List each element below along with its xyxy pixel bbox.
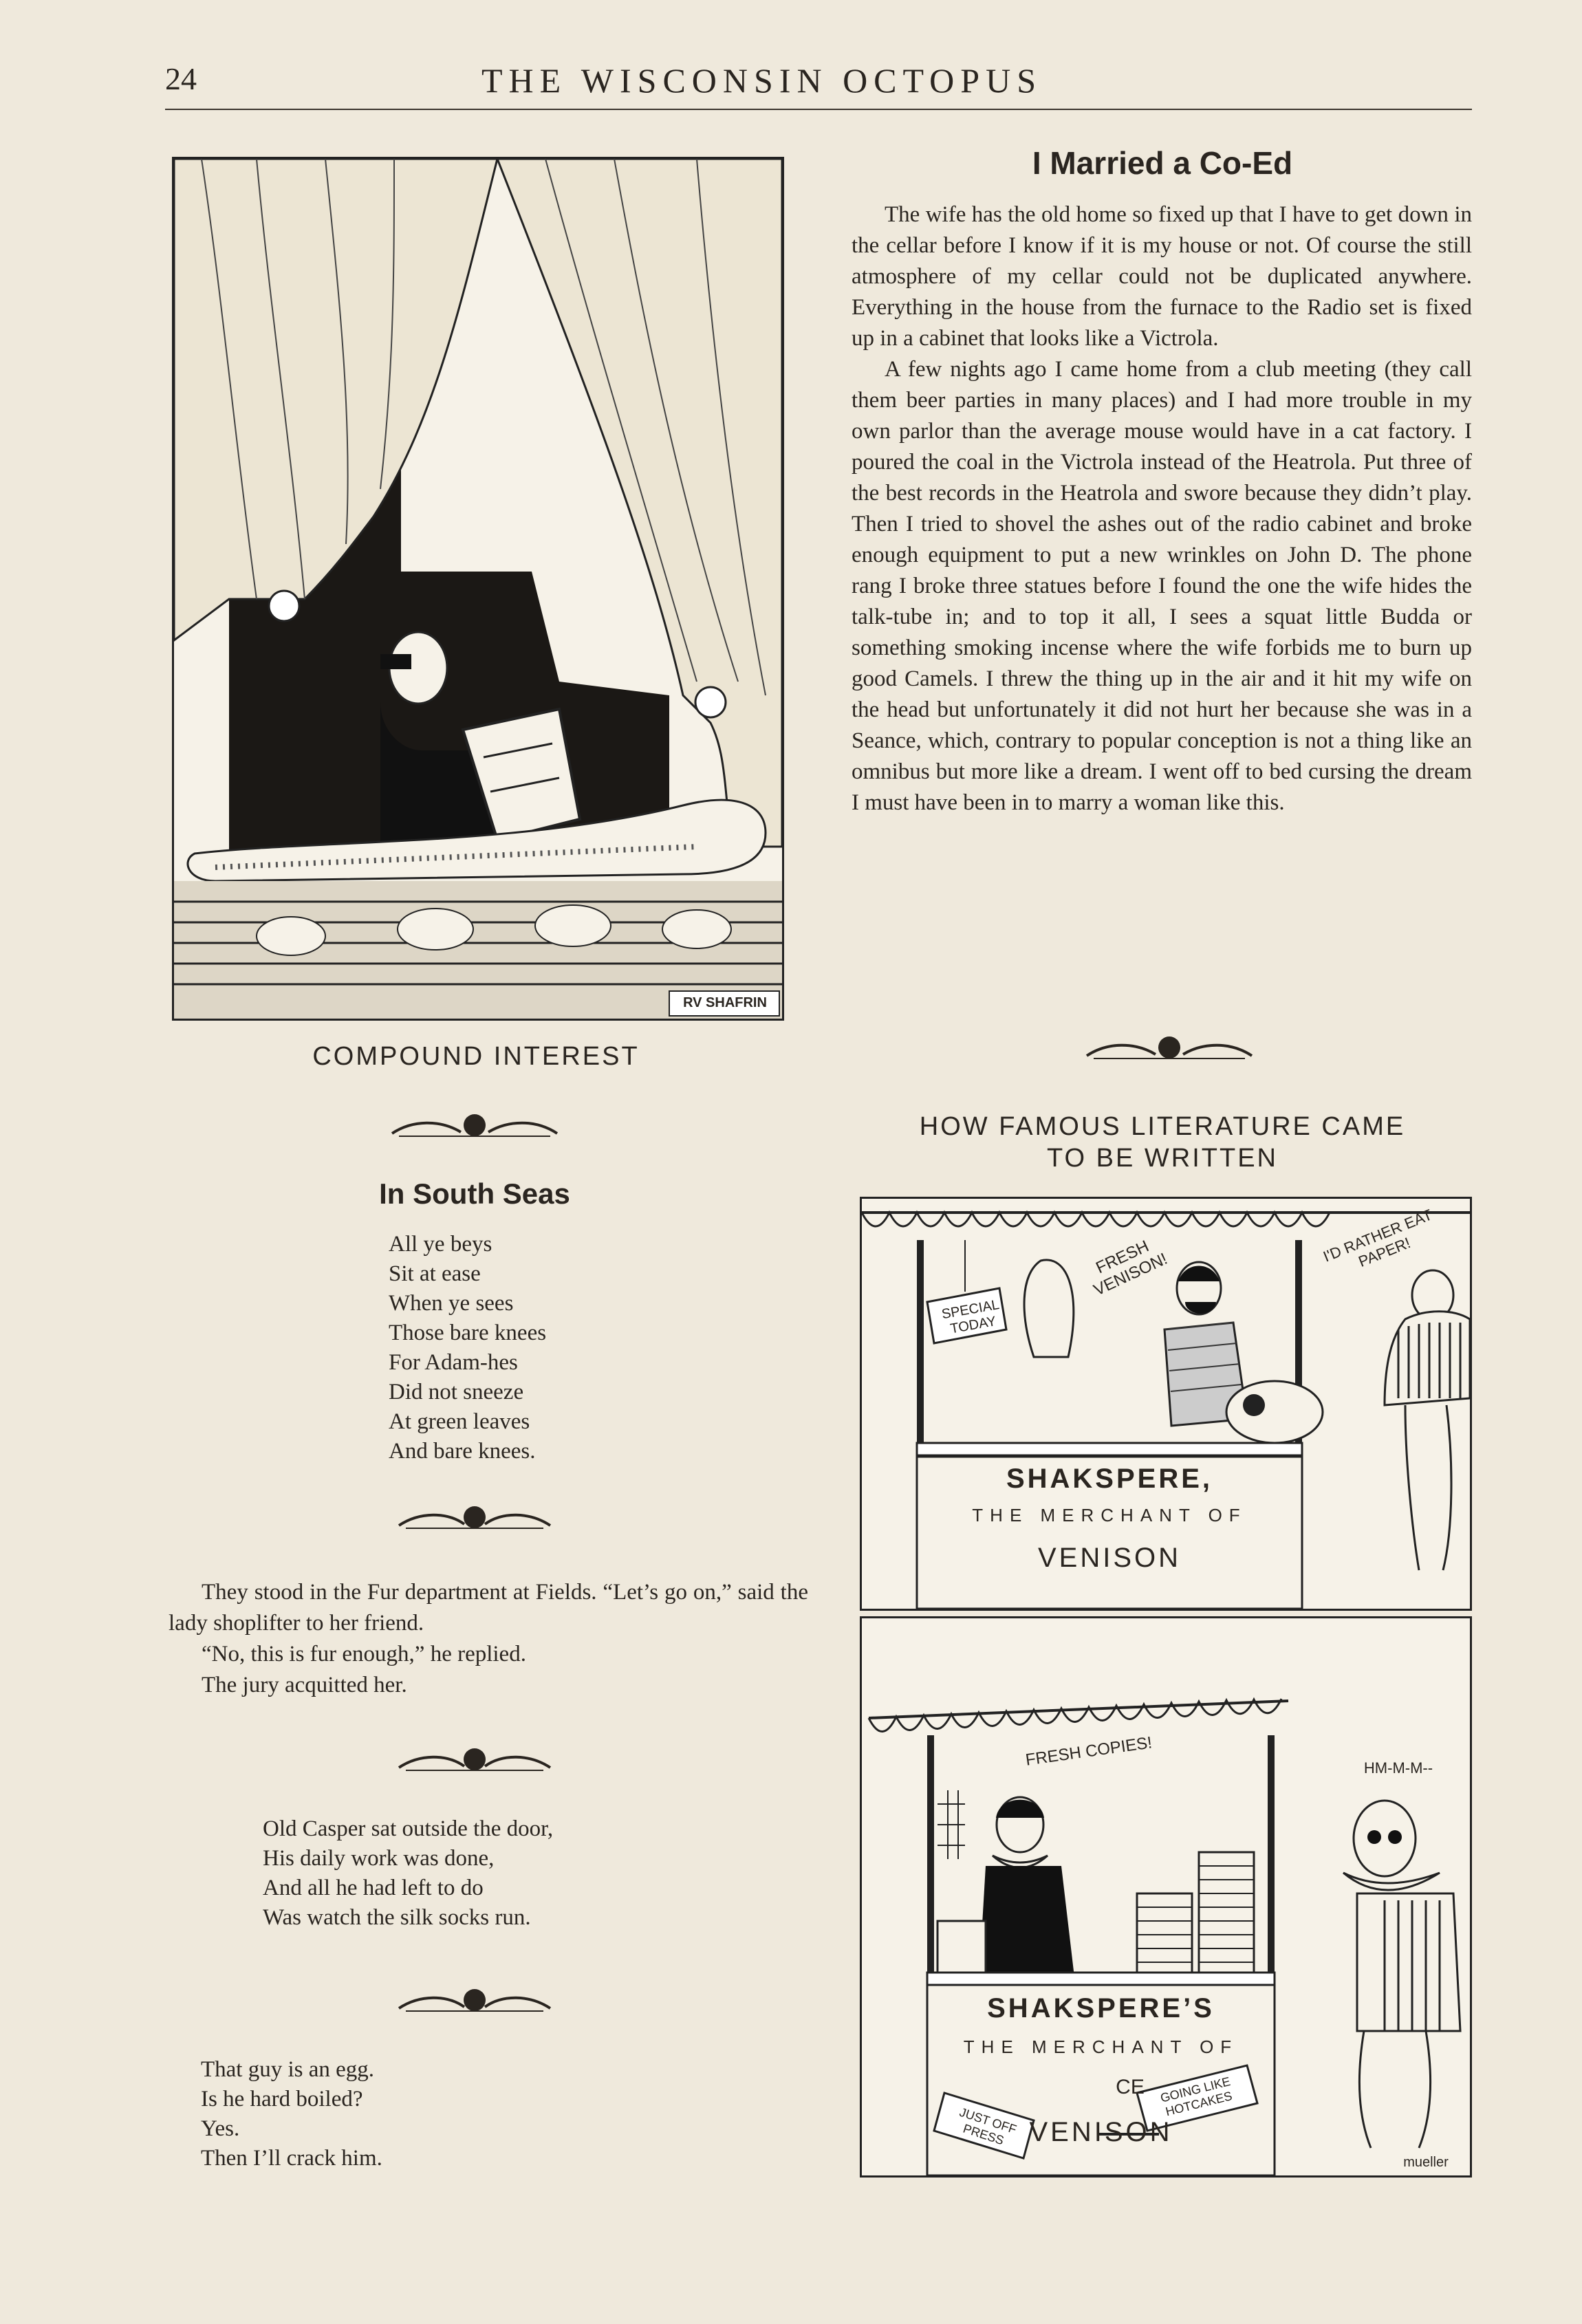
stall-goods: VENISON bbox=[1037, 1543, 1182, 1573]
special-today-sign: SPECIAL TODAY bbox=[940, 1297, 1001, 1337]
poem-title: In South Seas bbox=[379, 1177, 570, 1210]
poem-line: And bare knees. bbox=[389, 1439, 536, 1464]
article-paragraph: The wife has the old home so fixed up that I have to get down in the cellar before I know if it is my house or not. Of course the still atmosphere of my cellar could not be duplicated anywhere. Everything in the house from the furnace to the Radio set is fixed up in a cabinet that looks like a Victrola. bbox=[852, 202, 1472, 351]
verse-line: Was watch the silk socks run. bbox=[263, 1905, 531, 1930]
speech-hmm: HM-M-M-- bbox=[1363, 1759, 1433, 1777]
header-rule bbox=[165, 109, 1472, 110]
verse-line: And all he had left to do bbox=[263, 1876, 484, 1900]
theatre-box-illustration bbox=[174, 159, 782, 1019]
poem-line: Those bare knees bbox=[389, 1321, 547, 1345]
literature-title-line: HOW FAMOUS LITERATURE CAME bbox=[919, 1112, 1406, 1141]
cartoon-signature: mueller bbox=[1403, 2155, 1449, 2170]
tag-going-like-hotcakes: GOING LIKE HOTCAKES bbox=[1158, 2074, 1234, 2119]
literature-title-line: TO BE WRITTEN bbox=[1047, 1144, 1278, 1173]
joke-old-casper bbox=[263, 1814, 813, 1933]
speech-fresh-venison: FRESH VENISON! bbox=[1091, 1237, 1171, 1300]
poem-line: For Adam-hes bbox=[389, 1350, 518, 1375]
magazine-title: THE WISCONSIN OCTOPUS bbox=[481, 61, 1043, 100]
ornament-divider bbox=[392, 1498, 557, 1539]
page-number: 24 bbox=[165, 61, 197, 96]
verse-line: His daily work was done, bbox=[263, 1846, 495, 1871]
stall-subtitle: THE MERCHANT OF bbox=[972, 1505, 1247, 1525]
ornament-divider bbox=[392, 1740, 557, 1781]
verse-line: Is he hard boiled? bbox=[201, 2087, 363, 2111]
poem-line: Did not sneeze bbox=[389, 1380, 524, 1404]
cartoon-panel-venison bbox=[860, 1197, 1472, 1611]
joke-paragraph: “No, this is fur enough,” he replied. bbox=[202, 1642, 526, 1666]
verse-line: Yes. bbox=[201, 2116, 240, 2141]
ornament-divider bbox=[385, 1106, 564, 1147]
stall-goods-correction: CE bbox=[1116, 2076, 1145, 2098]
stall-goods-struck: SON bbox=[1104, 2117, 1173, 2147]
speech-rather-eat-paper: I'D RATHER EAT PAPER! bbox=[1321, 1206, 1435, 1270]
joke-paragraph: The jury acquitted her. bbox=[202, 1673, 407, 1697]
ornament-divider bbox=[1080, 1028, 1259, 1069]
poem-line: All ye beys bbox=[389, 1232, 492, 1257]
speech-fresh-copies: FRESH COPIES! bbox=[1024, 1733, 1153, 1770]
cartoon-panel-venice bbox=[860, 1616, 1472, 2178]
verse-line: Old Casper sat outside the door, bbox=[263, 1816, 554, 1841]
article-paragraph: A few nights ago I came home from a club meeting (they call them beer parties in many places) and I had more trouble in my own parlor than the average mouse would have in a cat factory. I poured the coal in the Victrola instead of the Heatrola. Put three of the best records in the Heatrola and swore because they didn’t play. Then I tried to shovel the ashes out of the radio cabinet and broke enough equipment to put a new wrinkles on John D. The phone rang I broke three statues before I found the one the wife hides the talk-tube in; and to top it all, I sees a squat little Budda or something smoking incense where the wife forbids me to burn up good Camels. I threw the thing up in the air and it hit my wife on the head but unfortunately it did not hurt her because she was in a Seance, which, contrary to popular conception is not a thing like an omnibus but more like a dream. I went off to bed cursing the dream I must have been in to marry a woman like this. bbox=[852, 357, 1472, 815]
poem-verse bbox=[389, 1230, 733, 1466]
stall-goods-prefix: VENI bbox=[1029, 2117, 1105, 2147]
joke-egg bbox=[201, 2055, 682, 2173]
cartoon-compound-interest bbox=[172, 157, 784, 1021]
stall-name: SHAKSPERE, bbox=[1006, 1464, 1213, 1494]
poem-line: Sit at ease bbox=[389, 1261, 481, 1286]
literature-title bbox=[853, 1111, 1472, 1174]
stall-name: SHAKSPERE’S bbox=[987, 1993, 1215, 2023]
stall-subtitle: THE MERCHANT OF bbox=[963, 2037, 1239, 2057]
article-body bbox=[852, 199, 1472, 818]
joke-paragraph: They stood in the Fur department at Fields. “Let’s go on,” said the lady shoplifter to her friend. bbox=[169, 1580, 808, 1636]
poem-line: When ye sees bbox=[389, 1291, 514, 1316]
cartoon-caption: COMPOUND INTEREST bbox=[312, 1042, 640, 1071]
joke-fur-department bbox=[169, 1577, 808, 1701]
tag-just-off-press: JUST OFF PRESS bbox=[957, 2105, 1019, 2148]
ornament-divider bbox=[392, 1981, 557, 2022]
cartoon-signature: RV SHAFRIN bbox=[683, 995, 767, 1010]
verse-line: Then I’ll crack him. bbox=[201, 2146, 382, 2171]
poem-line: At green leaves bbox=[389, 1409, 530, 1434]
article-title: I Married a Co-Ed bbox=[1032, 145, 1293, 181]
verse-line: That guy is an egg. bbox=[201, 2057, 375, 2082]
